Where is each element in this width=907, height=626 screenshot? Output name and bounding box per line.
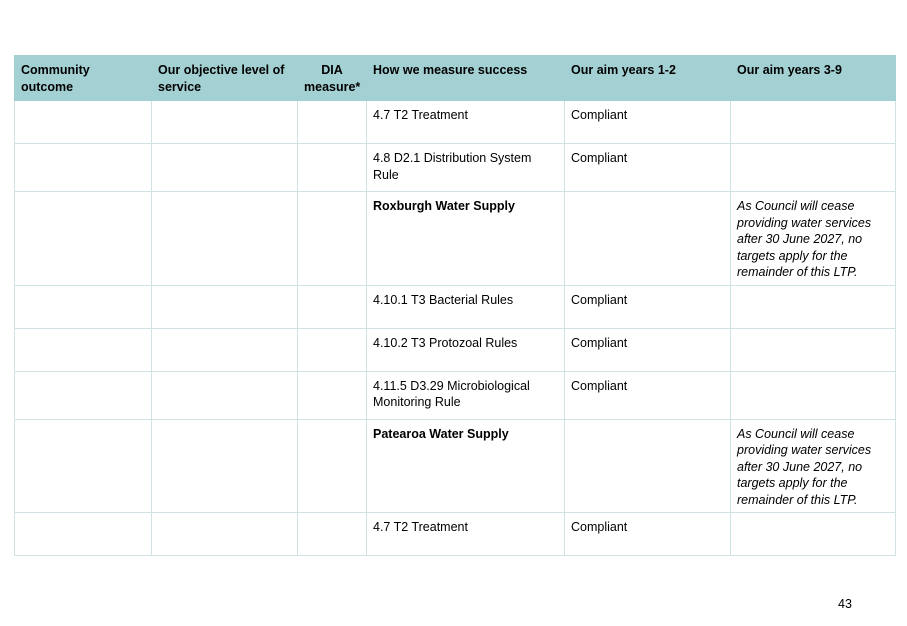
- table-row: [15, 328, 896, 371]
- table-row: [15, 101, 896, 144]
- cell-objective: [152, 144, 298, 192]
- cell-aim-3-9: [731, 371, 896, 419]
- table-row-section-roxburgh: [15, 192, 896, 286]
- header-objective-level-of-service: Our objective level of service: [152, 56, 298, 101]
- cell-aim-3-9-note: As Council will cease providing water services after 30 June 2027, no targets apply for the remainder of this LTP.: [731, 192, 896, 286]
- cell-dia-measure: [298, 328, 367, 371]
- cell-aim-1-2: Compliant: [565, 101, 731, 144]
- cell-objective: [152, 371, 298, 419]
- cell-dia-measure: [298, 144, 367, 192]
- cell-measure: 4.7 T2 Treatment: [367, 101, 565, 144]
- header-aim-years-1-2: Our aim years 1-2: [565, 56, 731, 101]
- header-dia-measure: DIA measure*: [298, 56, 367, 101]
- cell-community-outcome: [15, 101, 152, 144]
- cell-dia-measure: [298, 285, 367, 328]
- cell-aim-1-2: Compliant: [565, 513, 731, 556]
- cell-community-outcome: [15, 419, 152, 513]
- cell-objective: [152, 328, 298, 371]
- level-of-service-table: [14, 55, 896, 556]
- cell-dia-measure: [298, 419, 367, 513]
- cell-community-outcome: [15, 513, 152, 556]
- cell-community-outcome: [15, 328, 152, 371]
- table-row: [15, 371, 896, 419]
- cell-dia-measure: [298, 192, 367, 286]
- header-how-we-measure-success: How we measure success: [367, 56, 565, 101]
- cell-objective: [152, 101, 298, 144]
- table-row-section-patearoa: [15, 419, 896, 513]
- cell-aim-3-9: [731, 513, 896, 556]
- cell-objective: [152, 513, 298, 556]
- cell-aim-1-2: Compliant: [565, 371, 731, 419]
- cell-aim-1-2: Compliant: [565, 328, 731, 371]
- cell-aim-1-2: [565, 419, 731, 513]
- cell-aim-3-9-note: As Council will cease providing water services after 30 June 2027, no targets apply for the remainder of this LTP.: [731, 419, 896, 513]
- cell-aim-3-9: [731, 101, 896, 144]
- cell-measure: 4.8 D2.1 Distribution System Rule: [367, 144, 565, 192]
- table-header-row: [15, 56, 896, 101]
- table-row: [15, 285, 896, 328]
- cell-dia-measure: [298, 371, 367, 419]
- cell-measure: 4.11.5 D3.29 Microbiological Monitoring Rule: [367, 371, 565, 419]
- table-row: [15, 144, 896, 192]
- cell-measure: 4.10.1 T3 Bacterial Rules: [367, 285, 565, 328]
- cell-aim-3-9: [731, 328, 896, 371]
- cell-dia-measure: [298, 101, 367, 144]
- section-title-roxburgh-water-supply: Roxburgh Water Supply: [367, 192, 565, 286]
- header-community-outcome: Community outcome: [15, 56, 152, 101]
- section-title-patearoa-water-supply: Patearoa Water Supply: [367, 419, 565, 513]
- page-number: 43: [838, 597, 852, 611]
- cell-objective: [152, 285, 298, 328]
- cell-measure: 4.10.2 T3 Protozoal Rules: [367, 328, 565, 371]
- table-row: [15, 513, 896, 556]
- cell-community-outcome: [15, 371, 152, 419]
- cell-objective: [152, 192, 298, 286]
- cell-objective: [152, 419, 298, 513]
- header-aim-years-3-9: Our aim years 3-9: [731, 56, 896, 101]
- cell-aim-1-2: [565, 192, 731, 286]
- cell-dia-measure: [298, 513, 367, 556]
- cell-aim-3-9: [731, 285, 896, 328]
- cell-aim-1-2: Compliant: [565, 144, 731, 192]
- cell-measure: 4.7 T2 Treatment: [367, 513, 565, 556]
- cell-community-outcome: [15, 144, 152, 192]
- cell-community-outcome: [15, 285, 152, 328]
- cell-aim-1-2: Compliant: [565, 285, 731, 328]
- cell-community-outcome: [15, 192, 152, 286]
- cell-aim-3-9: [731, 144, 896, 192]
